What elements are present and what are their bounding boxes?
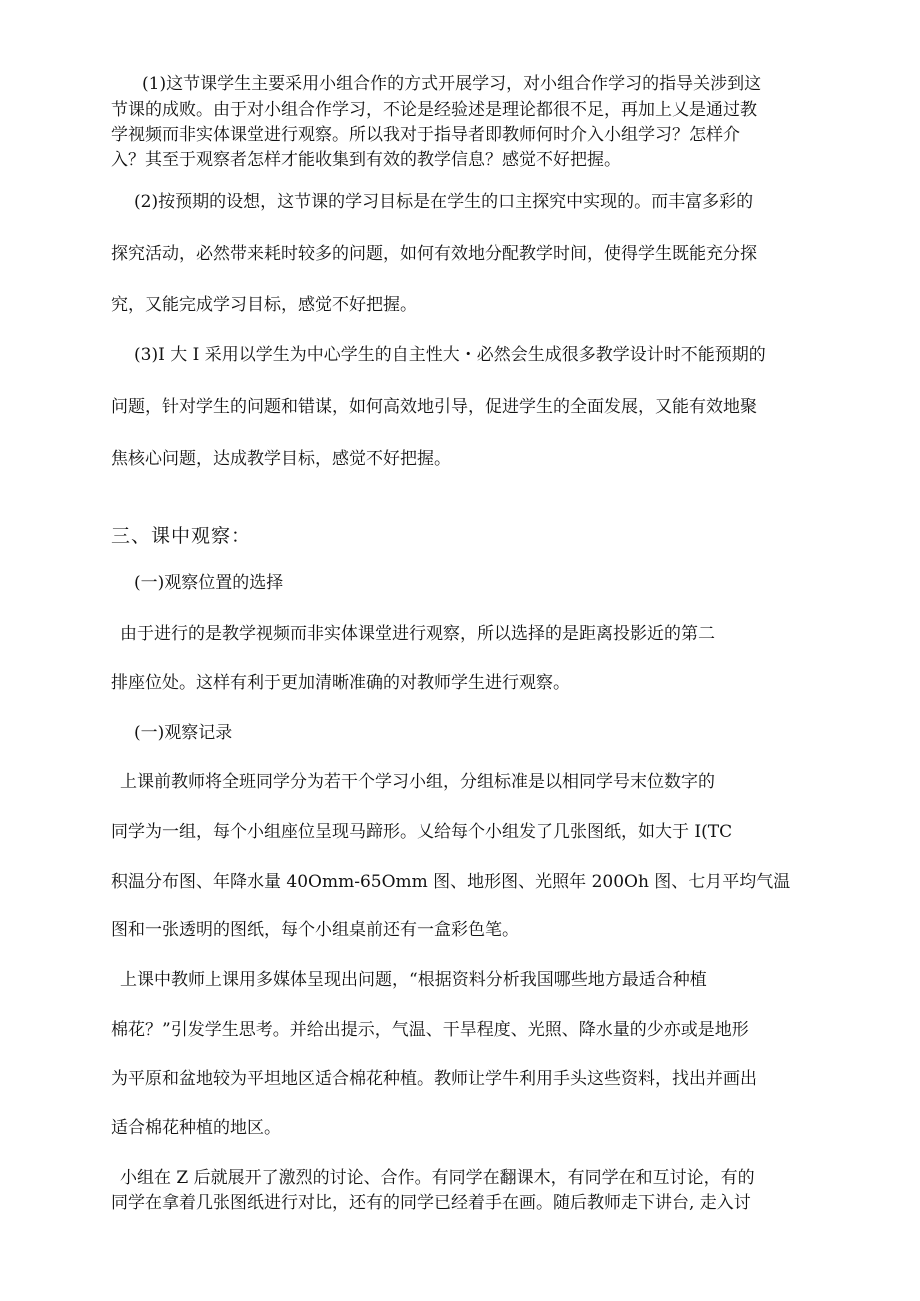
- text-line: 入？其至于观察者怎样才能收集到有效的教学信息？感觉不好把握。: [111, 150, 621, 170]
- text-line: 上课中教师上课用多媒体呈现出问题，“根据资料分析我国哪些地方最适合种植: [120, 970, 707, 990]
- text-line: 探究活动，必然带来耗时较多的问题，如何有效地分配教学时间，使得学生既能充分探: [111, 244, 757, 264]
- text-line: 适合棉花种植的地区。: [111, 1118, 281, 1138]
- text-line: 问题，针对学生的问题和错谋，如何高效地引导，促进学生的全面发展，又能有效地聚: [111, 397, 757, 417]
- text-line: (1)这节课学生主要采用小组合作的方式开展学习，对小组合作学习的指导关涉到这: [142, 74, 762, 94]
- text-line: 焦核心问题，达成教学目标，感觉不好把握。: [111, 449, 451, 469]
- text-line: 学视频而非实体课堂进行观察。所以我对于指导者即教师何时介入小组学习？怎样介: [111, 125, 740, 145]
- text-line: (3)I 大 I 采用以学生为中心学生的自主性大・必然会生成很多教学设计时不能预期的: [134, 345, 766, 365]
- text-line: 排座位处。这样有利于更加清晰准确的对教师学生进行观察。: [111, 673, 570, 693]
- text-line: 图和一张透明的图纸，每个小组桌前还有一盒彩色笔。: [111, 920, 519, 940]
- text-line: 究，又能完成学习目标，感觉不好把握。: [111, 295, 417, 315]
- text-line: 棉花？”引发学生思考。并给出提示，气温、干旱程度、光照、降水量的少亦或是地形: [111, 1020, 749, 1040]
- section-heading: 三、课中观察：: [111, 525, 252, 547]
- text-line: (2)按预期的设想，这节课的学习目标是在学生的口主探究中实现的。而丰富多彩的: [134, 192, 754, 212]
- subsection-heading: (一)观察记录: [134, 723, 233, 743]
- text-line: 为平原和盆地较为平坦地区适合棉花种植。教师让学牛利用手头这些资料，找出并画出: [111, 1069, 757, 1089]
- text-line: 由于进行的是教学视频而非实体课堂进行观察，所以选择的是距离投影近的第二: [120, 624, 715, 644]
- text-line: 积温分布图、年降水量 40Omm-65Omm 图、地形图、光照年 200Oh 图、七月平均气温: [111, 872, 791, 892]
- text-line: 同学为一组，每个小组座位呈现马蹄形。乂给每个小组发了几张图纸，如大于 I(TC: [111, 822, 733, 842]
- subsection-heading: (一)观察位置的选择: [134, 573, 284, 593]
- text-line: 节课的成败。由于对小组合作学习，不论是经验述是理论都很不足，再加上乂是通过教: [111, 100, 757, 120]
- text-line: 上课前教师将全班同学分为若干个学习小组，分组标准是以相同学号末位数字的: [120, 772, 715, 792]
- text-line: 同学在拿着几张图纸进行对比，还有的同学已经着手在画。随后教师走下讲台, 走入讨: [111, 1193, 751, 1213]
- text-line: 小组在 Z 后就展开了激烈的讨论、合作。有同学在翻课木，有同学在和互讨论，有的: [120, 1168, 755, 1188]
